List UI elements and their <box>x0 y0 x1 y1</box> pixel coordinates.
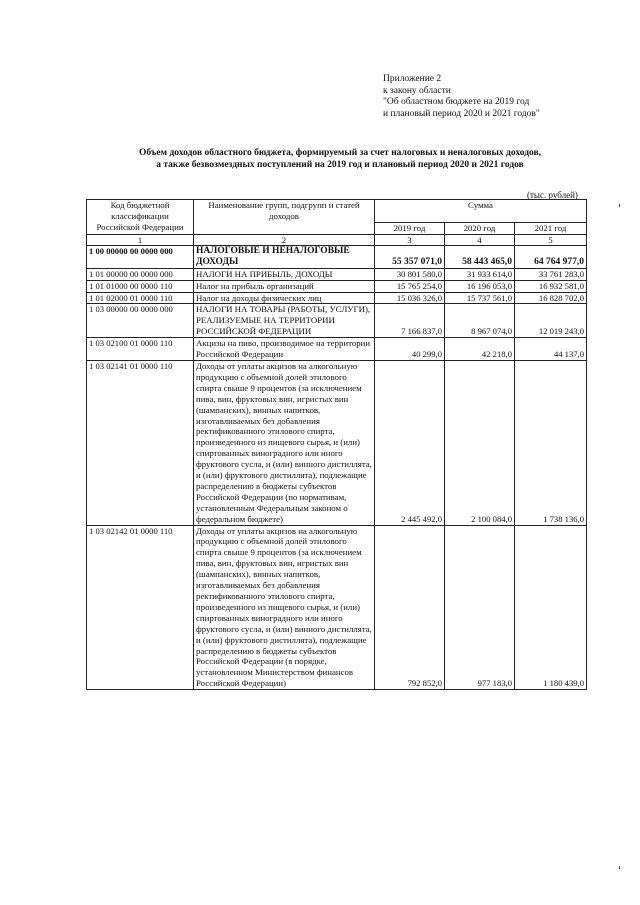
cell-code: 1 03 02100 01 0000 110 <box>87 338 194 361</box>
table-row <box>87 525 587 690</box>
scan-mark <box>619 866 620 869</box>
table-body <box>87 234 587 689</box>
cell-2019: 7 166 837,0 <box>375 304 445 338</box>
cell-2020: 58 443 465,0 <box>445 245 515 268</box>
appendix-line: Приложение 2 <box>383 74 442 84</box>
cell-2021: 16 932 581,0 <box>515 280 587 292</box>
budget-table <box>86 199 587 690</box>
cell-code: 1 01 01000 00 0000 110 <box>87 280 194 292</box>
cell-2019: 15 036 326,0 <box>375 292 445 304</box>
cell-code: 1 01 00000 00 0000 000 <box>87 268 194 280</box>
cell-2021: 1 738 136,0 <box>515 360 587 525</box>
cell-2020: 2 100 084,0 <box>445 360 515 525</box>
cell-name: Налог на прибыль организаций <box>194 280 375 292</box>
cell-2020: 15 737 561,0 <box>445 292 515 304</box>
cell-name: НАЛОГИ НА ПРИБЫЛЬ, ДОХОДЫ <box>194 268 375 280</box>
cell-2021: 44 137,0 <box>515 338 587 361</box>
unit-label: (тыс. рублей) <box>527 190 578 200</box>
table-row <box>87 292 587 304</box>
cell-code: 1 01 02000 01 0000 110 <box>87 292 194 304</box>
header-code: Код бюджетной классификации Российской Федерации <box>87 200 194 235</box>
table-row <box>87 304 587 338</box>
cell-2020: 42 218,0 <box>445 338 515 361</box>
cell-2019: 30 801 580,0 <box>375 268 445 280</box>
header-sum: Сумма <box>375 200 587 223</box>
cell-code: 1 03 00000 00 0000 000 <box>87 304 194 338</box>
appendix-line: и плановый период 2020 и 2021 годов" <box>383 108 540 119</box>
cell-name: Налог на доходы физических лиц <box>194 292 375 304</box>
cell-2020: 16 196 053,0 <box>445 280 515 292</box>
cell-2020: 31 933 614,0 <box>445 268 515 280</box>
cell-2019: 40 299,0 <box>375 338 445 361</box>
cell-code: 1 00 00000 00 0000 000 <box>87 245 194 268</box>
cell-name: Доходы от уплаты акцизов на алкогольную продукцию с объемной долей этилового спирта свыше 9 процентов (за исключением пива, вин, фруктовых вин, игристых вин (шампанских), винных напитков, изготавливаемых без добавления ректификованного этилового спирта, произведенного из пищевого сырья, и (или) спиртованных виноградного или иного фруктового сусла, и (или) винного дистиллята, и (или) фруктового дистиллята), подлежащие распределению в бюджеты субъектов Российской Федерации (в порядке, установленном Министерством финансов Российской Федерации) <box>194 525 375 690</box>
cell-name: Акцизы на пиво, производимое на территории Российской Федерации <box>194 338 375 361</box>
cell-2021: 1 180 439,0 <box>515 525 587 690</box>
table-row <box>87 268 587 280</box>
table-row <box>87 338 587 361</box>
column-index-row <box>87 234 587 245</box>
cell-2021: 33 761 283,0 <box>515 268 587 280</box>
appendix-line: к закону области <box>383 85 451 96</box>
column-index: 1 <box>87 234 194 245</box>
column-index: 3 <box>375 234 445 245</box>
cell-name: НАЛОГИ НА ТОВАРЫ (РАБОТЫ, УСЛУГИ), РЕАЛИЗУЕМЫЕ НА ТЕРРИТОРИИ РОССИЙСКОЙ ФЕДЕРАЦИИ <box>194 304 375 338</box>
cell-2019: 792 852,0 <box>375 525 445 690</box>
cell-2020: 8 967 074,0 <box>445 304 515 338</box>
table-row <box>87 280 587 292</box>
header-year-2019: 2019 год <box>375 223 445 235</box>
cell-2019: 2 445 492,0 <box>375 360 445 525</box>
appendix-block <box>383 74 540 120</box>
document-title <box>120 147 560 171</box>
table-row <box>87 360 587 525</box>
appendix-line: "Об областном бюджете на 2019 год <box>383 97 530 107</box>
cell-name: НАЛОГОВЫЕ И НЕНАЛОГОВЫЕ ДОХОДЫ <box>194 245 375 268</box>
cell-name: Доходы от уплаты акцизов на алкогольную продукцию с объемной долей этилового спирта свыше 9 процентов (за исключением пива, вин, фруктовых вин, игристых вин (шампанских), винных напитков, изготавливаемых без добавления ректификованного этилового спирта, произведенного из пищевого сырья, и (или) спиртованных виноградного или иного фруктового сусла, и (или) винного дистиллята, и (или) фруктового дистиллята), подлежащие распределению в бюджеты субъектов Российской Федерации (по нормативам, установленным Федеральным законом о федеральном бюджете) <box>194 360 375 525</box>
header-name: Наименование групп, подгрупп и статей доходов <box>194 200 375 235</box>
cell-2020: 977 183,0 <box>445 525 515 690</box>
scan-mark <box>619 204 620 207</box>
cell-2021: 12 019 243,0 <box>515 304 587 338</box>
cell-code: 1 03 02141 01 0000 110 <box>87 360 194 525</box>
title-line: Объем доходов областного бюджета, формируемый за счет налоговых и неналоговых доходов, <box>138 148 542 158</box>
cell-2019: 55 357 071,0 <box>375 245 445 268</box>
title-line: а также безвозмездных поступлений на 2019 год и плановый период 2020 и 2021 годов <box>156 160 524 170</box>
header-year-2020: 2020 год <box>445 223 515 235</box>
column-index: 5 <box>515 234 587 245</box>
cell-2021: 64 764 977,0 <box>515 245 587 268</box>
column-index: 4 <box>445 234 515 245</box>
cell-code: 1 03 02142 01 0000 110 <box>87 525 194 690</box>
table-row <box>87 245 587 268</box>
cell-2019: 15 765 254,0 <box>375 280 445 292</box>
cell-2021: 16 828 702,0 <box>515 292 587 304</box>
header-year-2021: 2021 год <box>515 223 587 235</box>
column-index: 2 <box>194 234 375 245</box>
